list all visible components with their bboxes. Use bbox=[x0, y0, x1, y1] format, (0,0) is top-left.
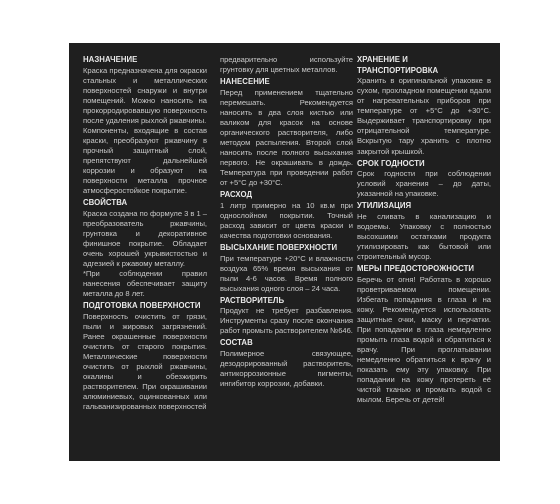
column-2 bbox=[220, 55, 353, 389]
section bbox=[220, 77, 353, 188]
section-paragraph: Хранить в оригинальной упаковке в сухом, прохладном помещении вдали от нагревательных приборов при температуре от +5°С до +30°С. Выдерживает транспортировку при отрицательной температуре. Вскрытую тару хранить с плотно закрытой крышкой. bbox=[357, 76, 491, 156]
section bbox=[220, 296, 353, 337]
section-paragraph: Поверхность очистить от грязи, пыли и жировых загрязнений. Ранее окрашенные поверхности очистить от старого покрытия. Металлические поверхности очистить от рыхлой ржавчины, окалины и обезжирить растворителем. При окрашивании алюминиевых, оцинкованных или гальванизированных поверхностей bbox=[83, 311, 207, 412]
section-heading: НАНЕСЕНИЕ bbox=[220, 77, 270, 87]
section-paragraph: Срок годности при соблюдении условий хранения – до даты, указанной на упаковке. bbox=[357, 169, 491, 199]
column-3 bbox=[357, 55, 491, 405]
section-paragraph: *При соблюдении правил нанесения обеспечивает защиту металла до 8 лет. bbox=[83, 269, 207, 299]
section bbox=[357, 159, 491, 200]
section-heading: РАСТВОРИТЕЛЬ bbox=[220, 295, 285, 305]
section-heading: НАЗНАЧЕНИЕ bbox=[83, 55, 138, 64]
section-paragraph: Продукт не требует разбавления. Инструменты сразу после окончания работ промыть растворителем №646. bbox=[220, 306, 353, 336]
section bbox=[220, 243, 353, 294]
column-1 bbox=[83, 55, 207, 412]
section-heading: ПОДГОТОВКА ПОВЕРХНОСТИ bbox=[83, 301, 201, 311]
section-heading: ХРАНЕНИЕ И ТРАНСПОРТИРОВКА bbox=[357, 55, 439, 75]
section-paragraph: предварительно используйте грунтовку для цветных металлов. bbox=[220, 55, 353, 75]
section-paragraph: При температуре +20°С и влажности воздуха 65% время высыхания от пыли 4-6 часов. Время полного высыхания одного слоя – 24 часа. bbox=[220, 253, 353, 293]
section bbox=[220, 190, 353, 241]
section bbox=[83, 198, 207, 299]
section-paragraph: Полимерное связующее, дезодорированный растворитель, антикоррозионные пигменты, ингибитор коррозии, добавки. bbox=[220, 349, 353, 389]
section bbox=[220, 55, 353, 75]
section-heading: УТИЛИЗАЦИЯ bbox=[357, 201, 412, 211]
section-heading: СОСТАВ bbox=[220, 338, 253, 348]
section bbox=[357, 264, 491, 405]
section bbox=[83, 301, 207, 412]
section-heading: МЕРЫ ПРЕДОСТОРОЖНОСТИ bbox=[357, 264, 475, 274]
section bbox=[357, 55, 491, 157]
section-paragraph: Не сливать в канализацию и водоемы. Упаковку с полностью высохшими остатками продукта утилизировать как бытовой или строительный мусор. bbox=[357, 211, 491, 262]
section-heading: РАСХОД bbox=[220, 190, 253, 200]
section-heading: СРОК ГОДНОСТИ bbox=[357, 158, 425, 168]
instruction-panel bbox=[69, 43, 500, 461]
section-heading: ВЫСЫХАНИЕ ПОВЕРХНОСТИ bbox=[220, 242, 338, 252]
section-paragraph: 1 литр примерно на 10 кв.м при однослойном покрытии. Точный расход зависит от цвета краски и качества подготовки основания. bbox=[220, 200, 353, 240]
section bbox=[357, 201, 491, 262]
section-paragraph: Краска создана по формуле 3 в 1 – преобразователь ржавчины, грунтовка и декоративное финишное покрытие. Обладает очень хорошей укрывистостью и адгезией к ржавому металлу. bbox=[83, 208, 207, 269]
section-paragraph: Перед применением тщательно перемешать. Рекомендуется наносить в два слоя кистью или валиком для красок на основе органического растворителя, либо методом распыления. Второй слой наносить после полного высыхания первого. Не окрашивать в дождь. Температура при проведении работ от +5°С до +30°С. bbox=[220, 87, 353, 188]
section-paragraph: Беречь от огня! Работать в хорошо проветриваемом помещении. Избегать попадания в глаза и на кожу. Рекомендуется использовать защитные очки, маску и перчатки. При попадании в глаза немедленно промыть глаза водой и обратиться к врачу. При проглатывании немедленно обратиться к врачу и показать ему эту упаковку. При попадании на кожу протереть её чистой тканью и промыть водой с мылом. Беречь от детей! bbox=[357, 274, 491, 405]
section-paragraph: Краска предназначена для окраски стальных и металлических поверхностей снаружи и внутри помещений. Можно наносить на прокорродировавшую поверхность после удаления рыхлой ржавчины. bbox=[83, 65, 207, 125]
section-heading: СВОЙСТВА bbox=[83, 198, 128, 208]
section bbox=[220, 338, 353, 389]
section bbox=[83, 55, 207, 196]
section-paragraph: Компоненты, входящие в состав краски, преобразуют ржавчину в прочный защитный слой, препятствуют дальнейшей коррозии и образуют на поверхности металла прочное атмосферостойкое покрытие. bbox=[83, 125, 207, 196]
